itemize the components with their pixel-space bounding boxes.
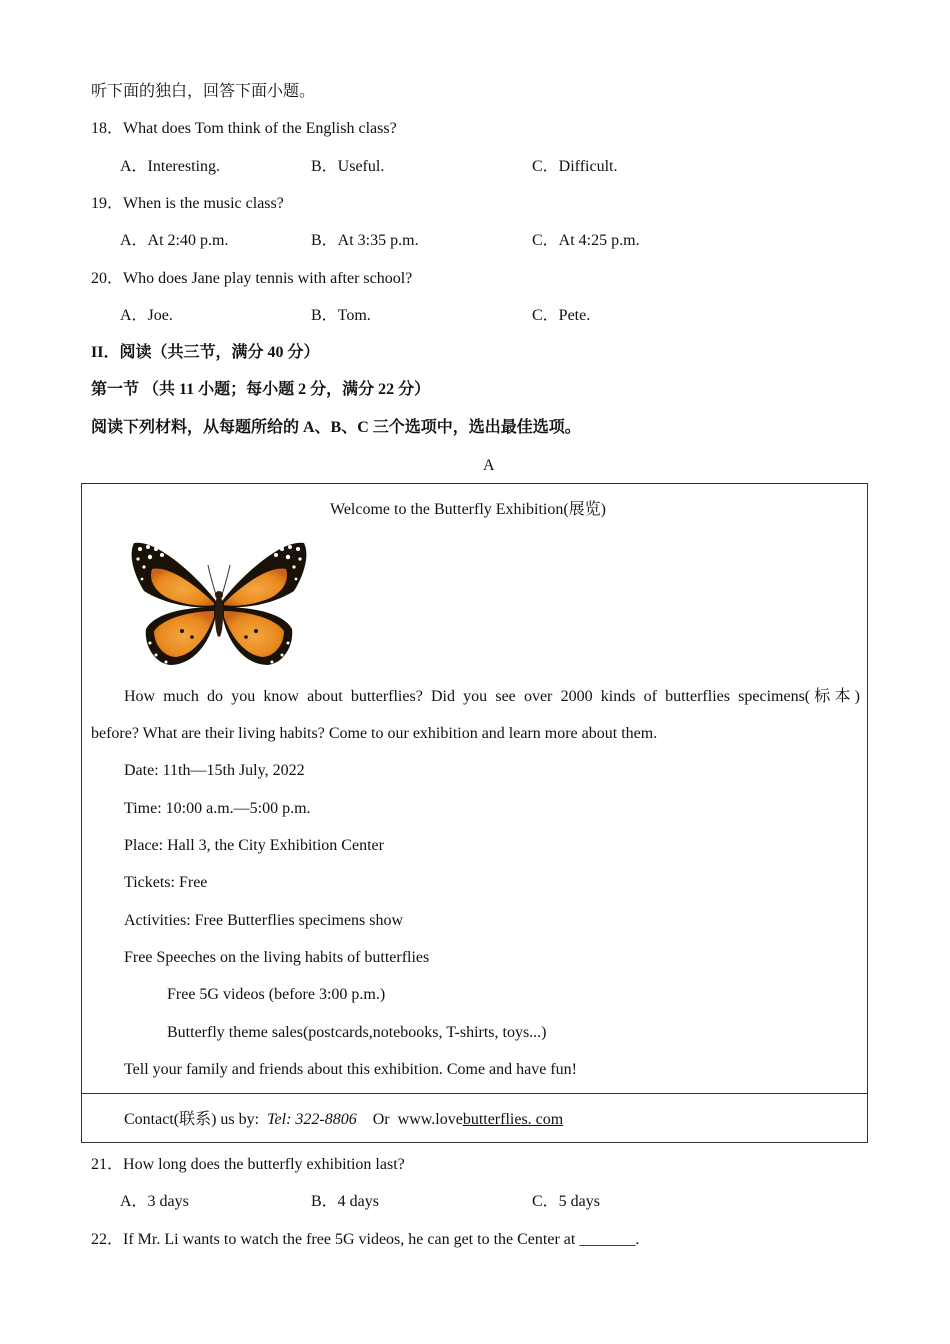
question-text: Who does Jane play tennis with after school? — [123, 270, 413, 287]
question-18 — [91, 119, 397, 139]
contact-or: Or — [372, 1111, 390, 1128]
question-number: 21． — [91, 1156, 124, 1173]
option-18c: C．Difficult. — [532, 158, 618, 175]
poster-intro-line2: before? What are their living habits? Come to our exhibition and learn more about them. — [91, 725, 658, 742]
poster-title: Welcome to the Butterfly Exhibition(展览) — [330, 501, 606, 518]
question-number: 19． — [91, 195, 124, 212]
option-19b: B．At 3:35 p.m. — [311, 232, 419, 249]
option-21a: A．3 days — [120, 1193, 189, 1210]
poster-activities: Activities: Free Butterflies specimens show — [124, 912, 404, 929]
butterfly-image — [126, 535, 312, 669]
question-text: How long does the butterfly exhibition last? — [123, 1156, 405, 1173]
question-21 — [91, 1155, 405, 1175]
option-18b: B．Useful. — [311, 158, 385, 175]
contact-web-prefix: www.love — [397, 1111, 463, 1128]
poster-closing: Tell your family and friends about this exhibition. Come and have fun! — [124, 1061, 577, 1078]
contact-tel: Tel: 322-8806 — [267, 1111, 357, 1128]
listening-instruction: 听下面的独白，回答下面小题。 — [91, 83, 316, 100]
option-20c: C．Pete. — [532, 307, 591, 324]
option-18a: A．Interesting. — [120, 158, 220, 175]
reading-instruction: 阅读下列材料，从每题所给的 A、B、C 三个选项中，选出最佳选项。 — [91, 419, 581, 436]
option-20b: B．Tom. — [311, 307, 371, 324]
passage-label: A — [483, 457, 495, 474]
question-22 — [91, 1230, 639, 1250]
option-19a: A．At 2:40 p.m. — [120, 232, 229, 249]
poster-contact — [124, 1110, 563, 1130]
question-text: If Mr. Li wants to watch the free 5G videos, he can get to the Center at _______. — [123, 1231, 640, 1248]
poster-tickets: Tickets: Free — [124, 874, 208, 891]
poster-intro-line1: How much do you know about butterflies? Did you see over 2000 kinds of butterflies specimens(标本) — [124, 688, 860, 705]
contact-web-link[interactable]: butterflies. com — [462, 1111, 564, 1128]
contact-label: Contact(联系) us by: — [124, 1111, 260, 1128]
poster-activity-sales: Butterfly theme sales(postcards,notebooks, T-shirts, toys...) — [167, 1024, 547, 1041]
poster-place: Place: Hall 3, the City Exhibition Center — [124, 837, 384, 854]
option-20a: A．Joe. — [120, 307, 173, 324]
poster-divider — [81, 1093, 868, 1094]
part-title: 第一节 （共 11 小题；每小题 2 分，满分 22 分） — [91, 381, 431, 398]
question-20 — [91, 269, 412, 289]
question-number: 18． — [91, 120, 124, 137]
contact-web[interactable] — [398, 1111, 564, 1128]
section-title: II．阅读（共三节，满分 40 分） — [91, 344, 320, 361]
poster-date: Date: 11th—15th July, 2022 — [124, 762, 305, 779]
poster-time: Time: 10:00 a.m.—5:00 p.m. — [124, 800, 311, 817]
question-text: When is the music class? — [123, 195, 284, 212]
option-21b: B．4 days — [311, 1193, 380, 1210]
question-number: 22． — [91, 1231, 124, 1248]
question-number: 20． — [91, 270, 124, 287]
poster-activity-videos: Free 5G videos (before 3:00 p.m.) — [167, 986, 386, 1003]
question-19 — [91, 194, 284, 214]
option-21c: C．5 days — [532, 1193, 601, 1210]
poster-activity-speeches: Free Speeches on the living habits of butterflies — [124, 949, 430, 966]
option-19c: C．At 4:25 p.m. — [532, 232, 640, 249]
question-text: What does Tom think of the English class? — [123, 120, 397, 137]
